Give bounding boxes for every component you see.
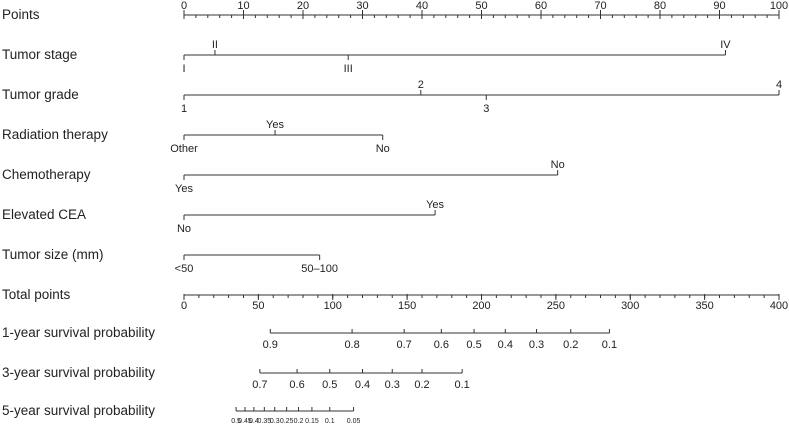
survival-1yr-tick-label: 0.6 (433, 339, 449, 351)
elevated-cea-row-label: Elevated CEA (2, 207, 87, 222)
points-row-label: Points (2, 7, 40, 22)
total-points-tick-label: 400 (769, 300, 789, 312)
survival-1yr-tick-label: 0.3 (528, 339, 545, 351)
tumor-stage-level-ii: II (211, 39, 219, 51)
tumor-grade-level-2: 2 (417, 79, 424, 91)
radiation-therapy-level-no: No (375, 143, 390, 155)
points-tick-label: 100 (769, 0, 789, 12)
survival-3yr-tick-label: 0.4 (354, 379, 371, 391)
survival-5yr-tick-label: 0.3 (269, 418, 280, 425)
total-points-tick-label: 350 (695, 300, 714, 312)
total-points-tick-label: 250 (546, 300, 566, 312)
survival-3yr-tick-label: 0.3 (384, 379, 400, 391)
tumor-stage-level-i: I (182, 63, 186, 75)
total-points-tick-label: 150 (397, 300, 417, 312)
survival-1yr-tick-label: 0.1 (601, 339, 618, 351)
survival-5yr-tick-label: 0.1 (324, 418, 335, 425)
total-points-tick-label: 0 (180, 300, 188, 312)
points-tick-label: 90 (713, 0, 726, 12)
tumor-stage-level-iv: IV (720, 39, 731, 51)
points-tick-label: 80 (653, 0, 667, 12)
tumor-size-row-label: Tumor size (mm) (2, 247, 104, 262)
total-points-row-label: Total points (2, 287, 71, 302)
elevated-cea-level-yes: Yes (426, 199, 445, 211)
survival-1yr-tick-label: 0.5 (466, 339, 482, 351)
survival-5yr-tick-label: 0.15 (305, 418, 319, 425)
survival-3yr-tick-label: 0.2 (414, 379, 430, 391)
survival-3yr-tick-label: 0.6 (289, 379, 305, 391)
chemotherapy-level-yes: Yes (175, 183, 193, 195)
tumor-stage-level-iii: III (343, 63, 353, 75)
tumor-size-level-50-100: 50–100 (301, 263, 339, 275)
tumor-size-level-50: <50 (174, 263, 194, 275)
points-tick-label: 40 (415, 0, 429, 12)
radiation-therapy-level-yes: Yes (266, 119, 285, 131)
survival-1yr-row-label: 1-year survival probability (2, 325, 156, 340)
total-points-tick-label: 100 (323, 300, 342, 312)
survival-5yr-tick-label: 0.2 (293, 418, 304, 425)
survival-3yr-tick-label: 0.5 (322, 379, 338, 391)
total-points-tick-label: 200 (472, 300, 491, 312)
points-tick-label: 60 (534, 0, 548, 12)
survival-5yr-tick-label: 0.05 (346, 418, 361, 425)
survival-1yr-tick-label: 0.9 (262, 339, 278, 351)
survival-5yr-tick-label: 0.25 (279, 418, 294, 425)
chemotherapy-level-no: No (550, 159, 565, 171)
survival-1yr-tick-label: 0.8 (344, 339, 360, 351)
points-tick-label: 30 (356, 0, 369, 12)
tumor-grade-level-3: 3 (483, 103, 490, 115)
survival-5yr-tick-label: 0.5 (231, 418, 241, 425)
survival-5yr-row-label: 5-year survival probability (2, 403, 156, 418)
tumor-grade-level-4: 4 (775, 79, 783, 91)
survival-1yr-tick-label: 0.2 (563, 339, 579, 351)
total-points-tick-label: 50 (252, 300, 265, 312)
points-tick-label: 50 (475, 0, 488, 12)
tumor-stage-row-label: Tumor stage (2, 47, 78, 62)
chemotherapy-row-label: Chemotherapy (2, 167, 91, 182)
survival-3yr-tick-label: 0.1 (454, 379, 470, 391)
survival-5yr-tick-label: 0.45 (238, 418, 252, 425)
radiation-therapy-row-label: Radiation therapy (2, 127, 108, 142)
tumor-grade-level-1: 1 (180, 103, 188, 115)
elevated-cea-level-no: No (176, 223, 192, 235)
points-tick-label: 20 (296, 0, 310, 12)
points-tick-label: 0 (180, 0, 188, 12)
survival-3yr-row-label: 3-year survival probability (2, 365, 156, 380)
points-tick-label: 10 (237, 0, 250, 12)
survival-1yr-tick-label: 0.7 (396, 339, 412, 351)
survival-5yr-tick-label: 0.4 (249, 418, 259, 425)
radiation-therapy-level-other: Other (170, 143, 198, 155)
survival-1yr-tick-label: 0.4 (497, 339, 513, 351)
tumor-grade-row-label: Tumor grade (2, 87, 79, 102)
total-points-tick-label: 300 (621, 300, 640, 312)
points-tick-label: 70 (594, 0, 607, 12)
survival-3yr-tick-label: 0.7 (252, 379, 268, 391)
survival-5yr-tick-label: 0.35 (257, 418, 272, 425)
